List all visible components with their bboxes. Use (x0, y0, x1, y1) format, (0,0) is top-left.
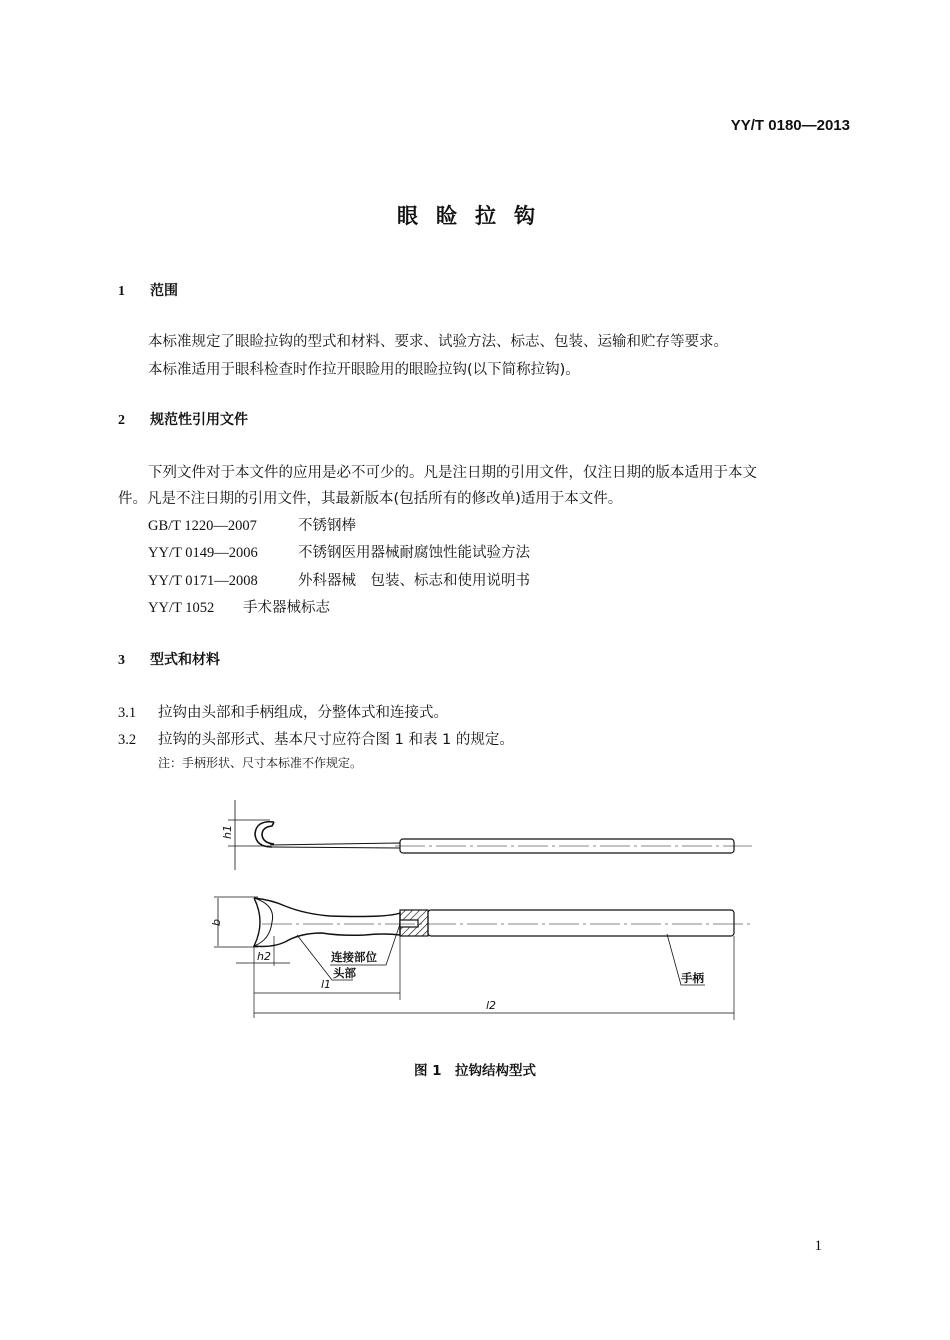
paragraph: 本标准规定了眼睑拉钩的型式和材料、要求、试验方法、标志、包装、运输和贮存等要求。 (148, 334, 728, 350)
label-handle: 手柄 (681, 971, 704, 985)
figure-caption: 图 1 拉钩结构型式 (413, 1063, 537, 1079)
paragraph: 本标准适用于眼科检查时作拉开眼睑用的眼睑拉钩(以下简称拉钩)。 (148, 362, 580, 378)
dim-label-h2: h2 (257, 950, 271, 963)
clause: 3.1 拉钩由头部和手柄组成，分整体式和连接式。 (118, 705, 448, 721)
page-title: 眼睑拉钩 (397, 204, 553, 228)
reference-item: GB/T 1220—2007 不锈钢棒 (148, 518, 356, 534)
reference-item: YY/T 0149—2006 不锈钢医用器械耐腐蚀性能试验方法 (148, 545, 530, 561)
dim-label-l1: l1 (321, 978, 332, 991)
dim-label-b: b (210, 919, 223, 926)
dim-label-l2: l2 (486, 999, 497, 1012)
reference-item: YY/T 1052 手术器械标志 (148, 600, 330, 616)
side-view (228, 800, 752, 870)
reference-item: YY/T 0171—2008 外科器械 包装、标志和使用说明书 (148, 573, 530, 589)
section-heading-2: 2 规范性引用文件 (118, 412, 248, 428)
top-view (214, 897, 752, 1020)
note: 注：手柄形状、尺寸本标准不作规定。 (158, 756, 363, 770)
paragraph: 件。凡是不注日期的引用文件，其最新版本(包括所有的修改单)适用于本文件。 (118, 491, 623, 507)
standard-number: YY/T 0180—2013 (730, 117, 850, 134)
label-joint: 连接部位 (331, 950, 377, 964)
clause: 3.2 拉钩的头部形式、基本尺寸应符合图 1 和表 1 的规定。 (118, 732, 514, 748)
paragraph: 下列文件对于本文件的应用是必不可少的。凡是注日期的引用文件，仅注日期的版本适用于本文 (148, 465, 757, 481)
section-heading-3: 3 型式和材料 (118, 652, 220, 668)
section-heading-1: 1 范围 (118, 283, 178, 299)
label-head: 头部 (333, 966, 356, 980)
dim-label-h1: h1 (221, 825, 234, 839)
page-number: 1 (814, 1238, 822, 1254)
